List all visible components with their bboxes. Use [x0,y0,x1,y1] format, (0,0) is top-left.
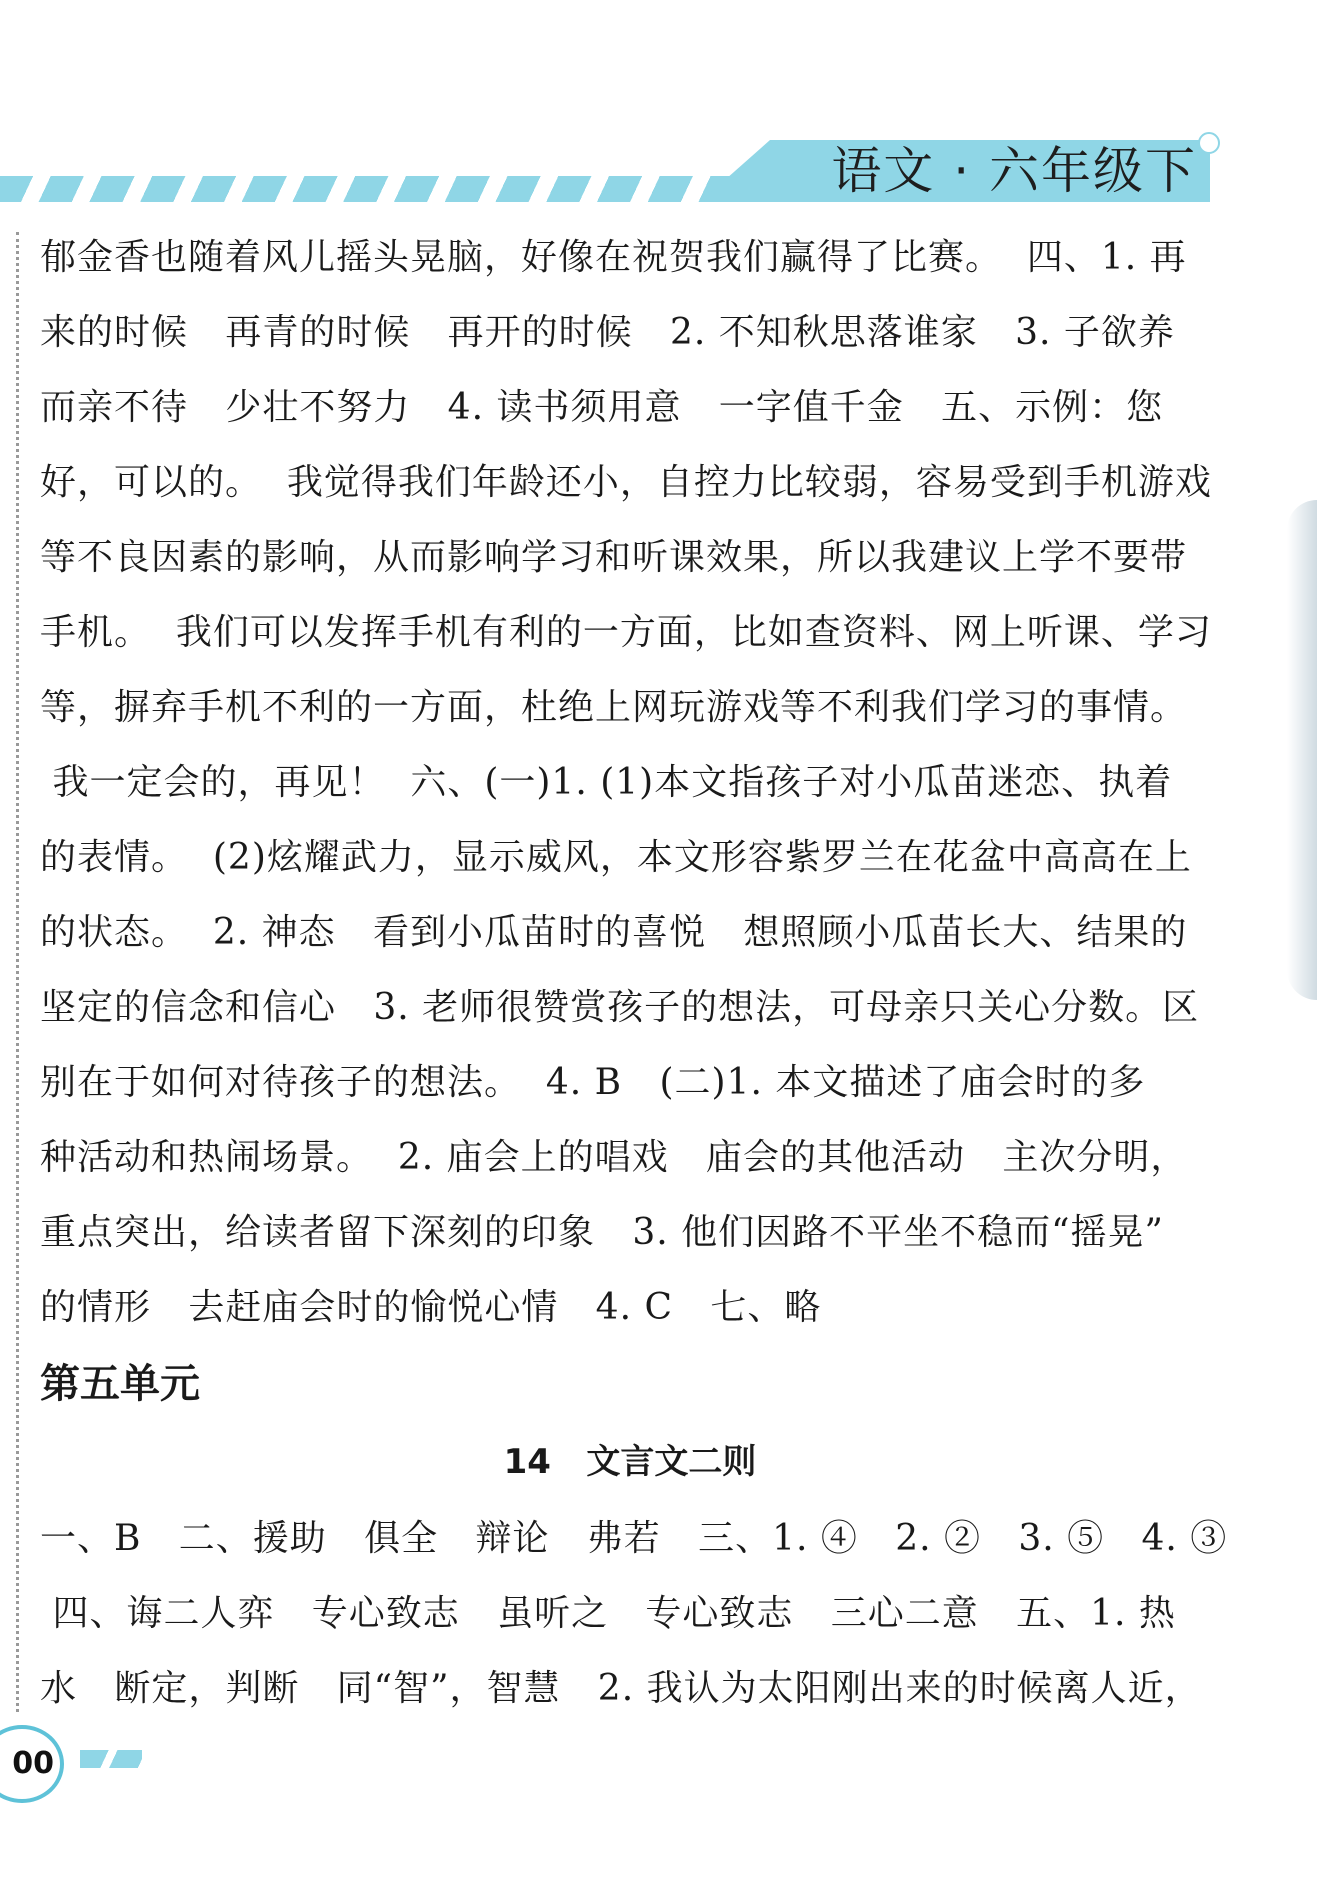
text-line: 的情形 去赶庙会时的愉悦心情 4. C 七、略 [40,1287,822,1328]
text-line: 重点突出，给读者留下深刻的印象 3. 他们因路不平坐不稳而“摇晃” [40,1212,1164,1253]
text-line: 水 断定，判断 同“智”，智慧 2. 我认为太阳刚出来的时候离人近， [40,1668,1202,1709]
header-dot-ornament [1198,132,1220,154]
page-number: 00 [0,1725,64,1803]
text-line: 四、诲二人弈 专心致志 虽听之 专心致志 三心二意 五、1. 热 [40,1593,1176,1634]
text-line: 一、B 二、援助 俱全 辩论 弗若 三、1. ④ 2. ② 3. ⑤ 4. ③ [40,1518,1228,1559]
text-line: 别在于如何对待孩子的想法。 4. B (二)1. 本文描述了庙会时的多 [40,1062,1146,1103]
text-line: 手机。 我们可以发挥手机有利的一方面，比如查资料、网上听课、学习 [40,612,1212,653]
lesson-title: 14 文言文二则 [503,1442,757,1482]
text-line: 等，摒弃手机不利的一方面，杜绝上网玩游戏等不利我们学习的事情。 [40,687,1188,728]
text-line: 好，可以的。 我觉得我们年龄还小，自控力比较弱，容易受到手机游戏 [40,462,1212,503]
text-line: 来的时候 再青的时候 再开的时候 2. 不知秋思落谁家 3. 子欲养 [40,312,1175,353]
text-line: 郁金香也随着风儿摇头晃脑，好像在祝贺我们赢得了比赛。 四、1. 再 [40,237,1187,278]
header-title: 语文 · 六年级下 [831,142,1197,200]
text-line: 种活动和热闹场景。 2. 庙会上的唱戏 庙会的其他活动 主次分明， [40,1137,1188,1178]
text-line: 的表情。 (2)炫耀武力，显示威风，本文形容紫罗兰在花盆中高高在上 [40,837,1192,878]
text-line: 等不良因素的影响，从而影响学习和听课效果，所以我建议上学不要带 [40,537,1188,578]
page-edge-shadow [1287,500,1317,1000]
margin-dotted-line [16,232,19,1712]
text-line: 坚定的信念和信心 3. 老师很赞赏孩子的想法，可母亲只关心分数。区 [40,987,1200,1028]
unit-heading: 第五单元 [40,1361,200,1407]
page-number-stripe [80,1750,142,1768]
text-line: 我一定会的，再见！ 六、(一)1. (1)本文指孩子对小瓜苗迷恋、执着 [40,762,1173,803]
header-stripes [0,176,760,202]
text-line: 而亲不待 少壮不努力 4. 读书须用意 一字值千金 五、示例：您 [40,387,1164,428]
text-line: 的状态。 2. 神态 看到小瓜苗时的喜悦 想照顾小瓜苗长大、结果的 [40,912,1188,953]
answer-content [40,220,1228,1726]
